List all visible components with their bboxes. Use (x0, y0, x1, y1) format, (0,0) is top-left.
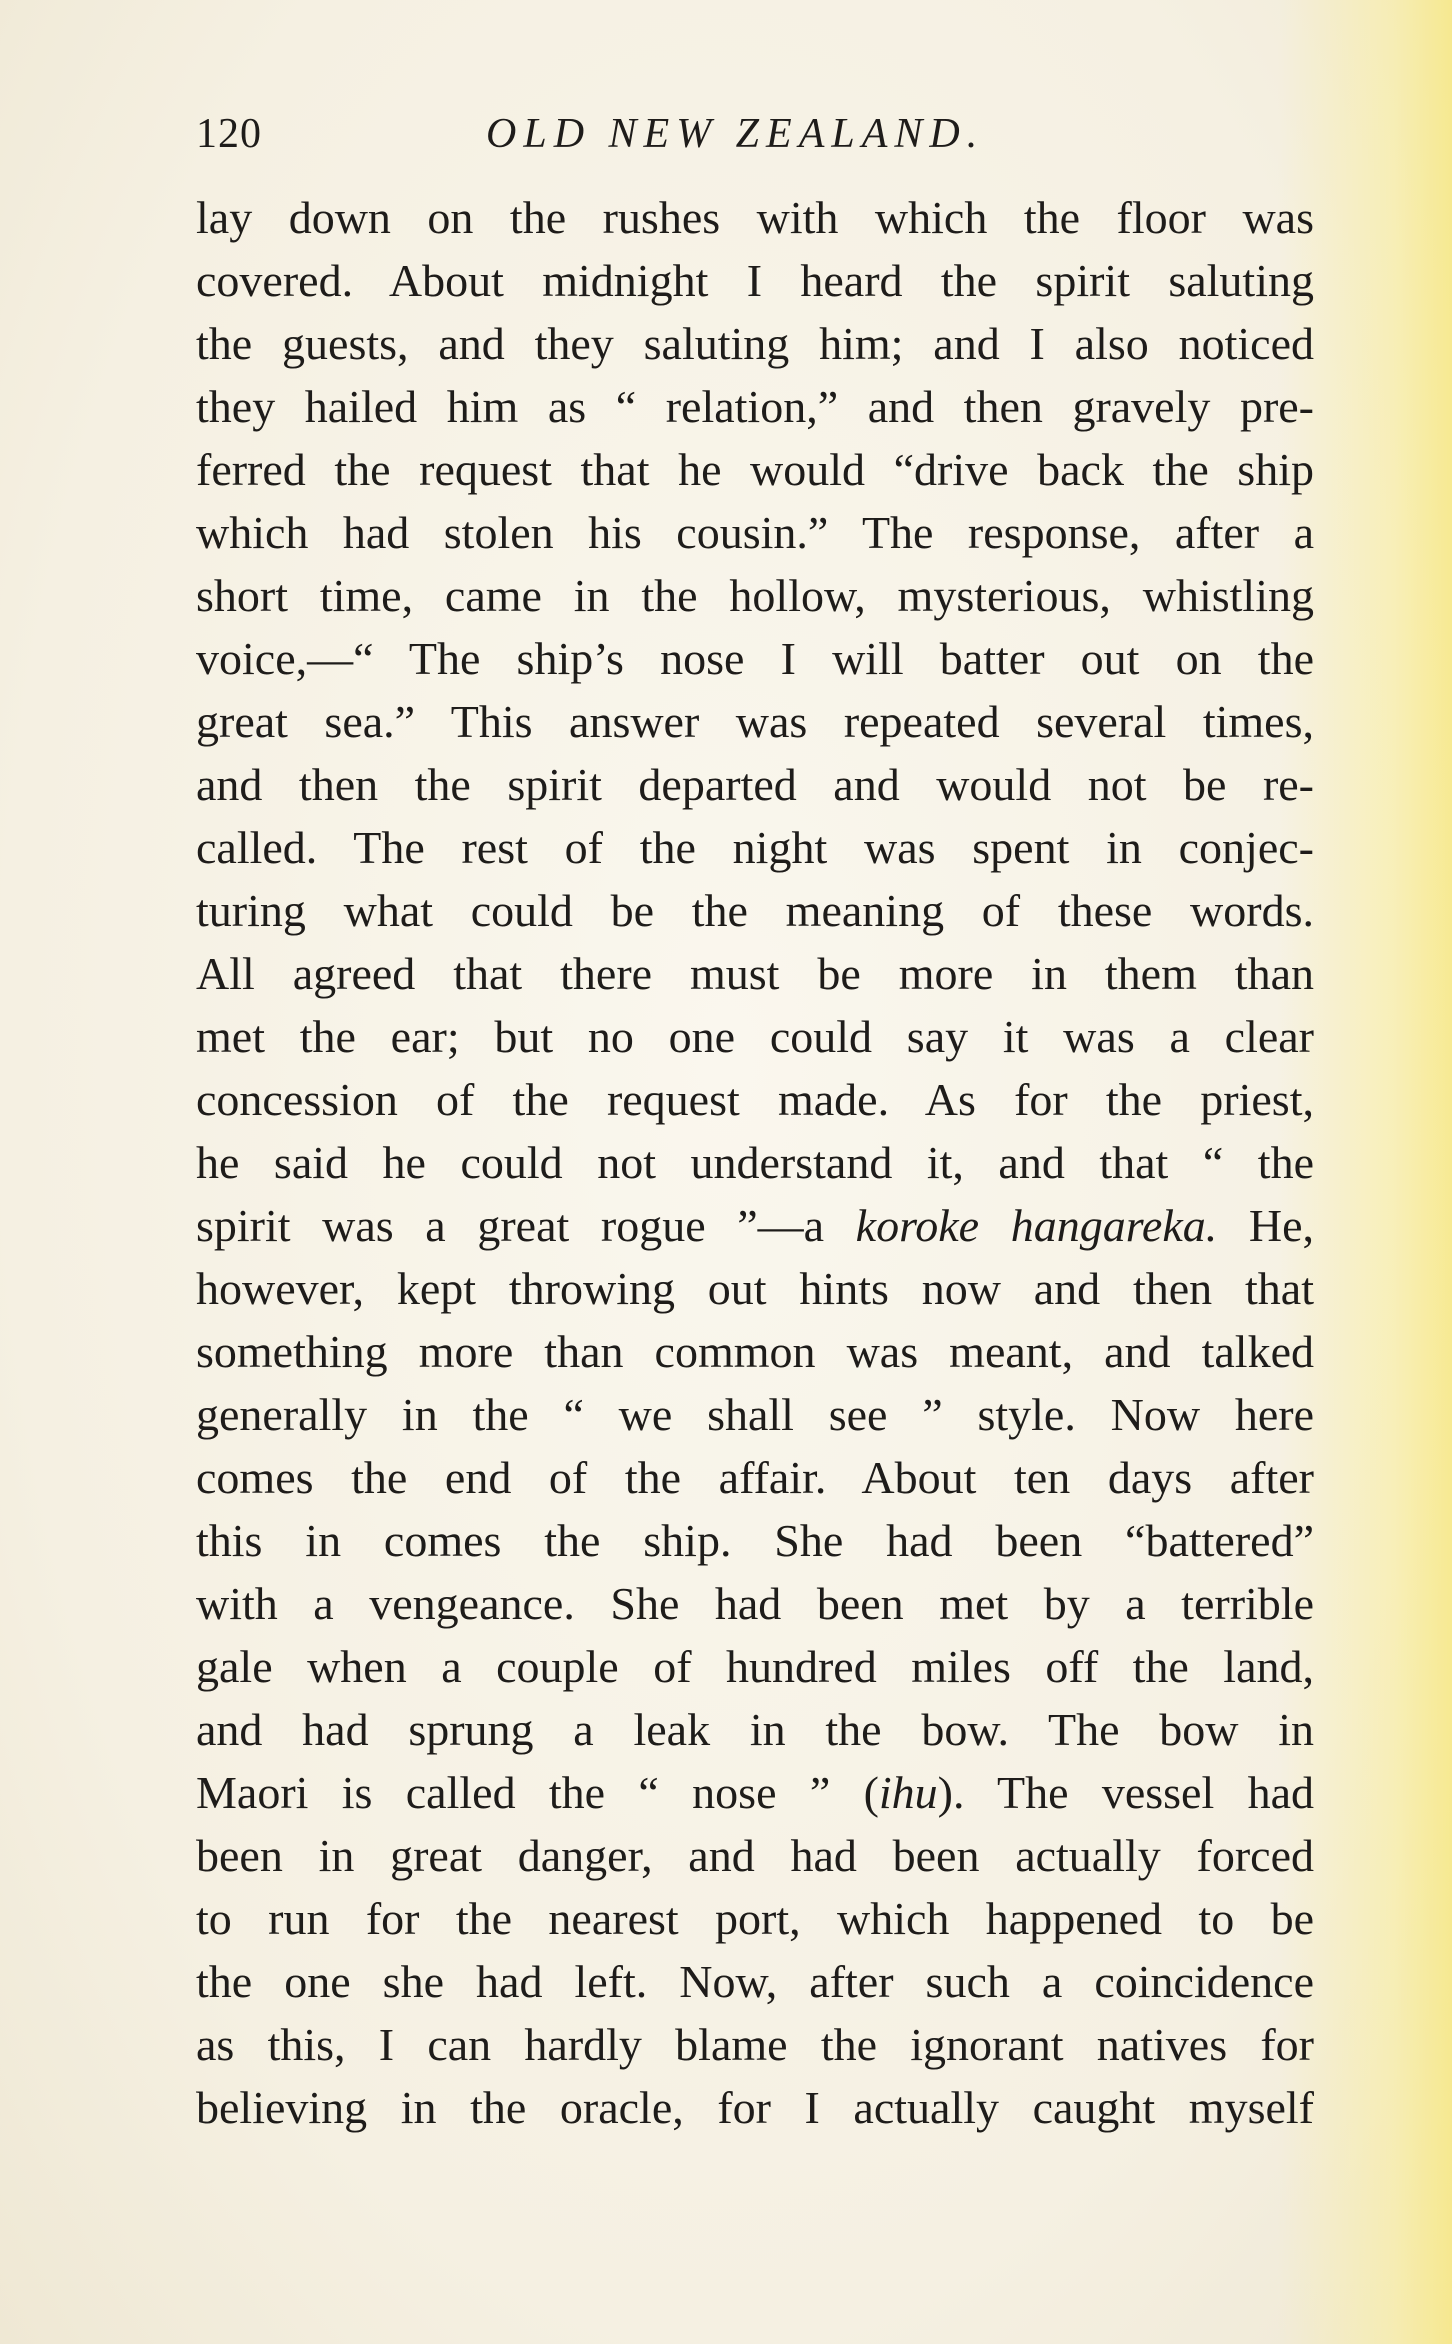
text-line: which had stolen his cousin.” The response, after a (196, 507, 1314, 558)
text-line: this in comes the ship. She had been “battered” (196, 1515, 1314, 1566)
text-line: gale when a couple of hundred miles off the land, (196, 1641, 1314, 1692)
text-line-with-italic (196, 1194, 1314, 1257)
text-line: short time, came in the hollow, mysterious, whistling (196, 570, 1314, 621)
text-segment: He, (1217, 1200, 1314, 1251)
text-line: he said he could not understand it, and that “ the (196, 1137, 1314, 1188)
text-segment: spirit was a great rogue ”—a (196, 1200, 856, 1251)
text-line: ferred the request that he would “drive back the ship (196, 444, 1314, 495)
text-line: been in great danger, and had been actually forced (196, 1830, 1314, 1881)
text-line-with-italic (196, 1761, 1314, 1824)
page-number: 120 (196, 111, 262, 157)
italic-maori-word: ihu (878, 1767, 938, 1818)
text-segment: ). The vessel had (937, 1767, 1314, 1818)
text-line: lay down on the rushes with which the floor was (196, 192, 1314, 243)
text-line: called. The rest of the night was spent in conjec- (196, 822, 1314, 873)
italic-maori-phrase: koroke hangareka. (855, 1200, 1218, 1251)
text-line: turing what could be the meaning of these words. (196, 885, 1314, 936)
text-line: the one she had left. Now, after such a coincidence (196, 1956, 1314, 2007)
text-line: generally in the “ we shall see ” style. Now here (196, 1389, 1314, 1440)
text-line: the guests, and they saluting him; and I also noticed (196, 318, 1314, 369)
text-line: comes the end of the affair. About ten days after (196, 1452, 1314, 1503)
text-line: and had sprung a leak in the bow. The bow in (196, 1704, 1314, 1755)
text-line: however, kept throwing out hints now and then that (196, 1263, 1314, 1314)
body-text (196, 186, 1314, 2139)
text-line: believing in the oracle, for I actually caught myself (196, 2082, 1314, 2133)
text-line: great sea.” This answer was repeated several times, (196, 696, 1314, 747)
text-line: as this, I can hardly blame the ignorant natives for (196, 2019, 1314, 2070)
text-line: All agreed that there must be more in them than (196, 948, 1314, 999)
text-line: they hailed him as “ relation,” and then gravely pre- (196, 381, 1314, 432)
text-segment: Maori is called the “ nose ” ( (196, 1767, 879, 1818)
text-line: and then the spirit departed and would not be re- (196, 759, 1314, 810)
running-title: OLD NEW ZEALAND. (486, 111, 985, 157)
text-line: something more than common was meant, and talked (196, 1326, 1314, 1377)
text-line: with a vengeance. She had been met by a terrible (196, 1578, 1314, 1629)
text-line: met the ear; but no one could say it was a clear (196, 1011, 1314, 1062)
text-line: to run for the nearest port, which happened to be (196, 1893, 1314, 1944)
text-line: concession of the request made. As for the priest, (196, 1074, 1314, 1125)
text-line: voice,—“ The ship’s nose I will batter out on the (196, 633, 1314, 684)
text-line: covered. About midnight I heard the spirit saluting (196, 255, 1314, 306)
running-head (196, 104, 1314, 164)
